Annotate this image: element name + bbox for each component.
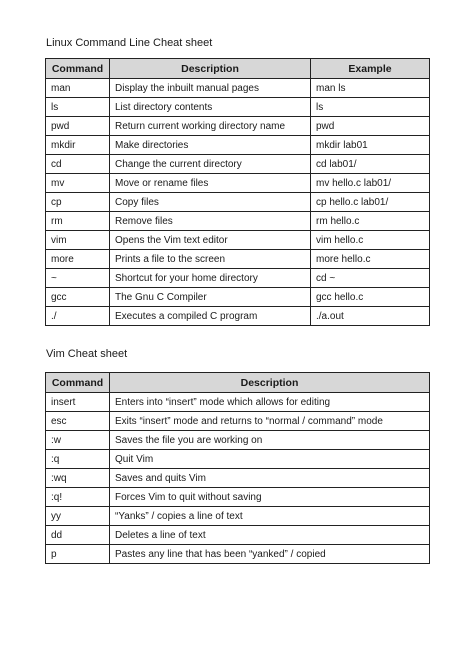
column-header-command: Command xyxy=(46,373,110,393)
command-cell: more xyxy=(46,250,110,269)
table-row xyxy=(46,393,430,412)
table-row xyxy=(46,193,430,212)
column-header-example: Example xyxy=(311,59,430,79)
command-cell: pwd xyxy=(46,117,110,136)
column-header-command: Command xyxy=(46,59,110,79)
description-cell: Remove files xyxy=(110,212,311,231)
column-header-description: Description xyxy=(110,59,311,79)
description-cell: The Gnu C Compiler xyxy=(110,288,311,307)
example-cell: pwd xyxy=(311,117,430,136)
command-cell: ./ xyxy=(46,307,110,326)
linux-section-title: Linux Command Line Cheat sheet xyxy=(46,37,213,49)
command-cell: :q! xyxy=(46,488,110,507)
vim-command-table xyxy=(45,372,430,564)
description-cell: Exits “insert” mode and returns to “normal / command” mode xyxy=(110,412,430,431)
example-cell: mv hello.c lab01/ xyxy=(311,174,430,193)
command-cell: gcc xyxy=(46,288,110,307)
example-cell: gcc hello.c xyxy=(311,288,430,307)
table-row xyxy=(46,545,430,564)
command-cell: man xyxy=(46,79,110,98)
linux-command-table xyxy=(45,58,430,326)
vim-section-title: Vim Cheat sheet xyxy=(46,348,128,360)
command-cell: esc xyxy=(46,412,110,431)
description-cell: Shortcut for your home directory xyxy=(110,269,311,288)
example-cell: rm hello.c xyxy=(311,212,430,231)
example-cell: cd ~ xyxy=(311,269,430,288)
command-cell: cp xyxy=(46,193,110,212)
command-cell: vim xyxy=(46,231,110,250)
column-header-description: Description xyxy=(110,373,430,393)
table-row xyxy=(46,117,430,136)
command-cell: insert xyxy=(46,393,110,412)
command-cell: cd xyxy=(46,155,110,174)
description-cell: Prints a file to the screen xyxy=(110,250,311,269)
description-cell: Make directories xyxy=(110,136,311,155)
command-cell: ~ xyxy=(46,269,110,288)
description-cell: List directory contents xyxy=(110,98,311,117)
table-row xyxy=(46,307,430,326)
table-row xyxy=(46,288,430,307)
command-cell: :w xyxy=(46,431,110,450)
description-cell: “Yanks” / copies a line of text xyxy=(110,507,430,526)
table-row xyxy=(46,412,430,431)
example-cell: cd lab01/ xyxy=(311,155,430,174)
table-row xyxy=(46,174,430,193)
table-row xyxy=(46,469,430,488)
description-cell: Saves and quits Vim xyxy=(110,469,430,488)
table-row xyxy=(46,269,430,288)
command-cell: ls xyxy=(46,98,110,117)
table-row xyxy=(46,212,430,231)
table-row xyxy=(46,79,430,98)
table-row xyxy=(46,488,430,507)
example-cell: ls xyxy=(311,98,430,117)
description-cell: Return current working directory name xyxy=(110,117,311,136)
example-cell: vim hello.c xyxy=(311,231,430,250)
table-row xyxy=(46,250,430,269)
description-cell: Quit Vim xyxy=(110,450,430,469)
description-cell: Change the current directory xyxy=(110,155,311,174)
table-header-row xyxy=(46,59,430,79)
description-cell: Pastes any line that has been “yanked” / copied xyxy=(110,545,430,564)
example-cell: ./a.out xyxy=(311,307,430,326)
command-cell: mv xyxy=(46,174,110,193)
command-cell: rm xyxy=(46,212,110,231)
description-cell: Enters into “insert” mode which allows for editing xyxy=(110,393,430,412)
example-cell: man ls xyxy=(311,79,430,98)
description-cell: Saves the file you are working on xyxy=(110,431,430,450)
command-cell: :q xyxy=(46,450,110,469)
command-cell: yy xyxy=(46,507,110,526)
example-cell: mkdir lab01 xyxy=(311,136,430,155)
table-row xyxy=(46,431,430,450)
description-cell: Deletes a line of text xyxy=(110,526,430,545)
table-row xyxy=(46,231,430,250)
description-cell: Display the inbuilt manual pages xyxy=(110,79,311,98)
table-row xyxy=(46,507,430,526)
table-row xyxy=(46,450,430,469)
example-cell: cp hello.c lab01/ xyxy=(311,193,430,212)
table-row xyxy=(46,136,430,155)
table-row xyxy=(46,98,430,117)
description-cell: Executes a compiled C program xyxy=(110,307,311,326)
table-header-row xyxy=(46,373,430,393)
command-cell: mkdir xyxy=(46,136,110,155)
description-cell: Move or rename files xyxy=(110,174,311,193)
command-cell: p xyxy=(46,545,110,564)
table-row xyxy=(46,155,430,174)
description-cell: Copy files xyxy=(110,193,311,212)
description-cell: Forces Vim to quit without saving xyxy=(110,488,430,507)
example-cell: more hello.c xyxy=(311,250,430,269)
command-cell: dd xyxy=(46,526,110,545)
description-cell: Opens the Vim text editor xyxy=(110,231,311,250)
command-cell: :wq xyxy=(46,469,110,488)
table-row xyxy=(46,526,430,545)
